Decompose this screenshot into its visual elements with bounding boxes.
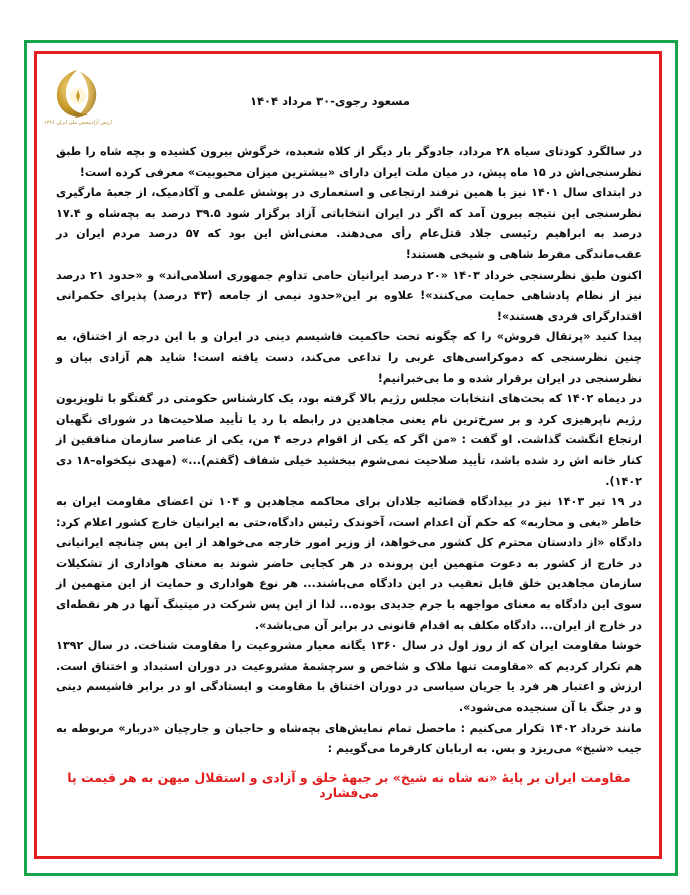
paragraph: پیدا کنید «پرتقال فروش» را که چگونه تحت حاکمیت فاشیسم دینی در ایران و با این درجه از اختناق، به چنین نظرسنجی که دموکراسی‌های غربی را تداعی می‌کند، دست یافته است! شاید هم آزادی بیان و نظرسنجی در ایران برقرار شده و ما بی‌خبرانیم! <box>56 330 642 385</box>
paragraph: در دیماه ۱۴۰۲ که بحث‌های انتخابات مجلس رژیم بالا گرفته بود، یک کارشناس حکومتی در گفتگو با تلویزیون رژیم ناپرهیزی کرد و بر سرخ‌ترین نام یعنی مجاهدین در رابطه با رد یا تأیید صلاحیت‌ها در شورای نگهبان ارتجاع انگشت گذاشت. او گفت : «من اگر که یکی از اقوام درجه ۴ من، یکی از عناصر سازمان منافقین از کنار خانه اش رد شده باشد، تأیید صلاحیت نمی‌شوم ببخشید خیلی شفاف (گفتم)...» (مهدی نیکخواه–۱۸ دی ۱۴۰۲). <box>56 392 642 488</box>
paragraph: اکنون طبق نظرسنجی خرداد ۱۴۰۳ «۲۰ درصد ایرانیان حامی تداوم جمهوری اسلامی‌اند» و «حدود ۲۱ درصد نیز از نظام پادشاهی حمایت می‌کنند»! علاوه بر این«حدود نیمی از جامعه (۴۳ درصد) پذیرای حکمرانی اقتدارگرای فردی هستند»! <box>56 268 643 323</box>
paragraph: در ابتدای سال ۱۴۰۱ نیز با همین ترفند ارتجاعی و استعماری در پوشش علمی و آکادمیک، از جعبهٔ مارگیری نظرسنجی این نتیجه بیرون آمد که اگر در ایران انتخاباتی آزاد برگزار شود ۳۹.۵ درصد به بچه‌شاه و ۱۷.۴ درصد به ابراهیم رئیسی جلاد قتل‌عام رأی می‌دهند. معنی‌اش این بود که ۵۷ درصد مردم ایران در عقب‌ماندگی مفرط شاهی و شیخی هستند! <box>56 186 643 261</box>
article-body <box>56 142 642 760</box>
logo-caption: ارتش آزادیبخش ملی ایران ۱۳۶۶ <box>44 120 112 126</box>
paragraph: خوشا مقاومت ایران که از روز اول در سال ۱۳۶۰ یگانه معیار مشروعیت را مقاومت شناخت. در سال ۱۳۹۲ هم تکرار کردیم که «مقاومت تنها ملاک و شاخص و سرچشمهٔ مشروعیت در دوران استبداد و اختناق است. ارزش و اعتبار هر فرد یا جریان سیاسی در دوران اختناق با مقاومت و ایستادگی او در برابر فاشیسم دینی و در جنگ با آن سنجیده می‌شود». <box>56 639 643 715</box>
article-byline: مسعود رجوی-۳۰ مرداد ۱۴۰۴ <box>249 94 411 108</box>
paragraph: مانند خرداد ۱۴۰۲ تکرار می‌کنیم : ماحصل تمام نمایش‌های بچه‌شاه و حاجبان و جارچیان «دربار» مربوطه به جیب «شیخ» می‌ریزد و بس. به اربابان کارفرما می‌گوییم : <box>56 721 642 756</box>
closing-slogan: مقاومت ایران بر پایهٔ «نه شاه نه شیخ» بر جبههٔ خلق و آزادی و استقلال میهن به هر قیمت پا می‌فشارد <box>67 770 631 800</box>
paragraph: در سالگرد کودتای سیاه ۲۸ مرداد، جادوگر بار دیگر از کلاه شعبده، خرگوش بیرون کشیده و بچه شاه را طبق نظرسنجی‌اش در ۱۵ ماه پیش، در میان ملت ایران دارای «بیشترین میزان محبوبیت» معرفی کرده است! <box>56 145 642 179</box>
paragraph: در ۱۹ تیر ۱۴۰۳ نیز در بیدادگاه قضائیه جلادان برای محاکمه مجاهدین و ۱۰۴ تن اعضای مقاومت ایران به خاطر «بغی و محاربه» که حکم آن اعدام است، آخوندک رئیس دادگاه،حتی به ایرانیان خارج کشور اعلام کرد: دادگاه «از دادستان محترم کل کشور می‌خواهد، از وزیر امور خارجه می‌خواهد از این پس چنانچه ایرانیانی در خارج از کشور به دعوت متهمین این پرونده در هر کجایی حاضر شوند به معنای هواداری از تشکیلات سازمان مجاهدین خلق قابل تعقیب در این دادگاه می‌باشند... هر نوع هواداری و حمایت از این متهمین از سوی این دادگاه به معنای مواجهه با جرم جدیدی بوده... لذا از این پس شرکت در میتینگ آنها در هر نقطه‌ای در خارج از ایران... دادگاه مکلف به اقدام قانونی در برابر آن می‌باشد». <box>56 495 643 632</box>
nla-emblem-icon <box>46 66 108 142</box>
